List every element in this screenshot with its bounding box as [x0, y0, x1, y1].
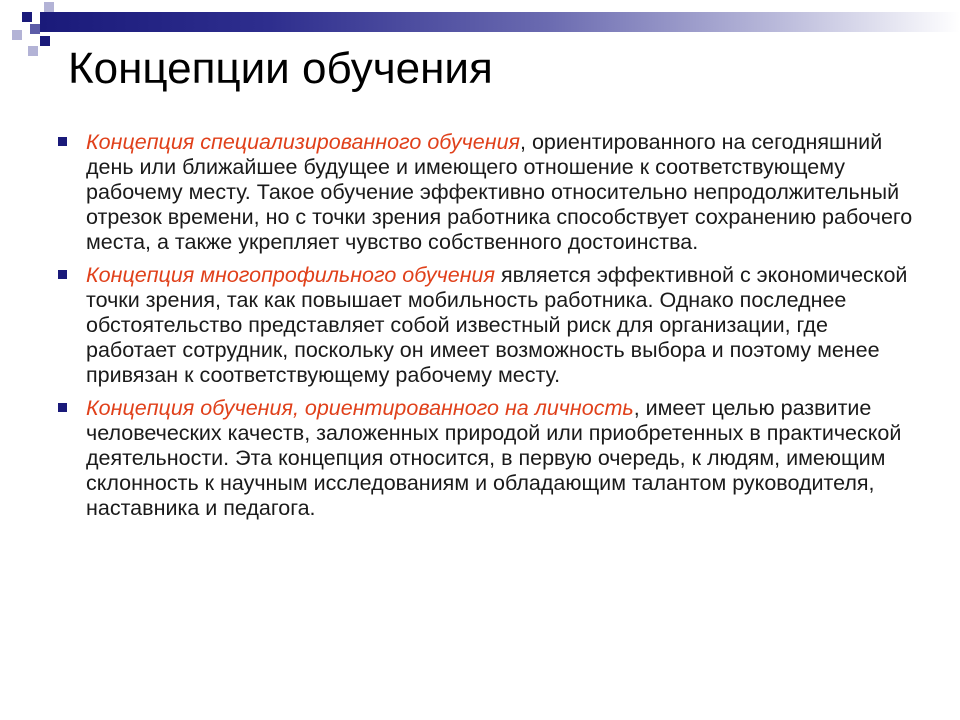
header-gradient-band	[40, 12, 960, 32]
bullet-highlight: Концепция многопрофильного обучения	[86, 263, 495, 287]
bullet-text: , имеет целью развитие человеческих качеств, заложенных природой или приобретенных в практической деятельности. Эта концепция относится, в первую очередь, к людям, имеющим склонность к научным исследованиям и обладающим талантом руководителя, наставника и педагога.	[86, 396, 902, 520]
square-bullet-icon	[58, 270, 67, 279]
decor-square	[40, 36, 50, 46]
square-bullet-icon	[58, 137, 67, 146]
bullet-list	[56, 130, 916, 529]
bullet-highlight: Концепция обучения, ориентированного на личность	[86, 396, 634, 420]
decor-square	[12, 30, 22, 40]
bullet-item	[56, 130, 916, 255]
bullet-item	[56, 263, 916, 388]
square-bullet-icon	[58, 403, 67, 412]
bullet-highlight: Концепция специализированного обучения	[86, 130, 521, 154]
decor-square	[44, 2, 54, 12]
decor-square	[22, 12, 32, 22]
decor-square	[28, 46, 38, 56]
bullet-text: является эффективной с экономической точки зрения, так как повышает мобильность работника. Однако последнее обстоятельство представляет собой известный риск для организации, где работает сотрудник, поскольку он имеет возможность выбора и поэтому менее привязан к соответствующему рабочему месту.	[86, 263, 908, 387]
slide-title: Концепции обучения	[68, 44, 493, 93]
bullet-item	[56, 396, 916, 521]
decor-square	[30, 24, 40, 34]
bullet-text: , ориентированного на сегодняшний день или ближайшее будущее и имеющего отношение к соответствующему рабочему месту. Такое обучение эффективно относительно непродолжительный отрезок времени, но с точки зрения работника способствует сохранению рабочего места, а также укрепляет чувство собственного достоинства.	[86, 130, 913, 254]
